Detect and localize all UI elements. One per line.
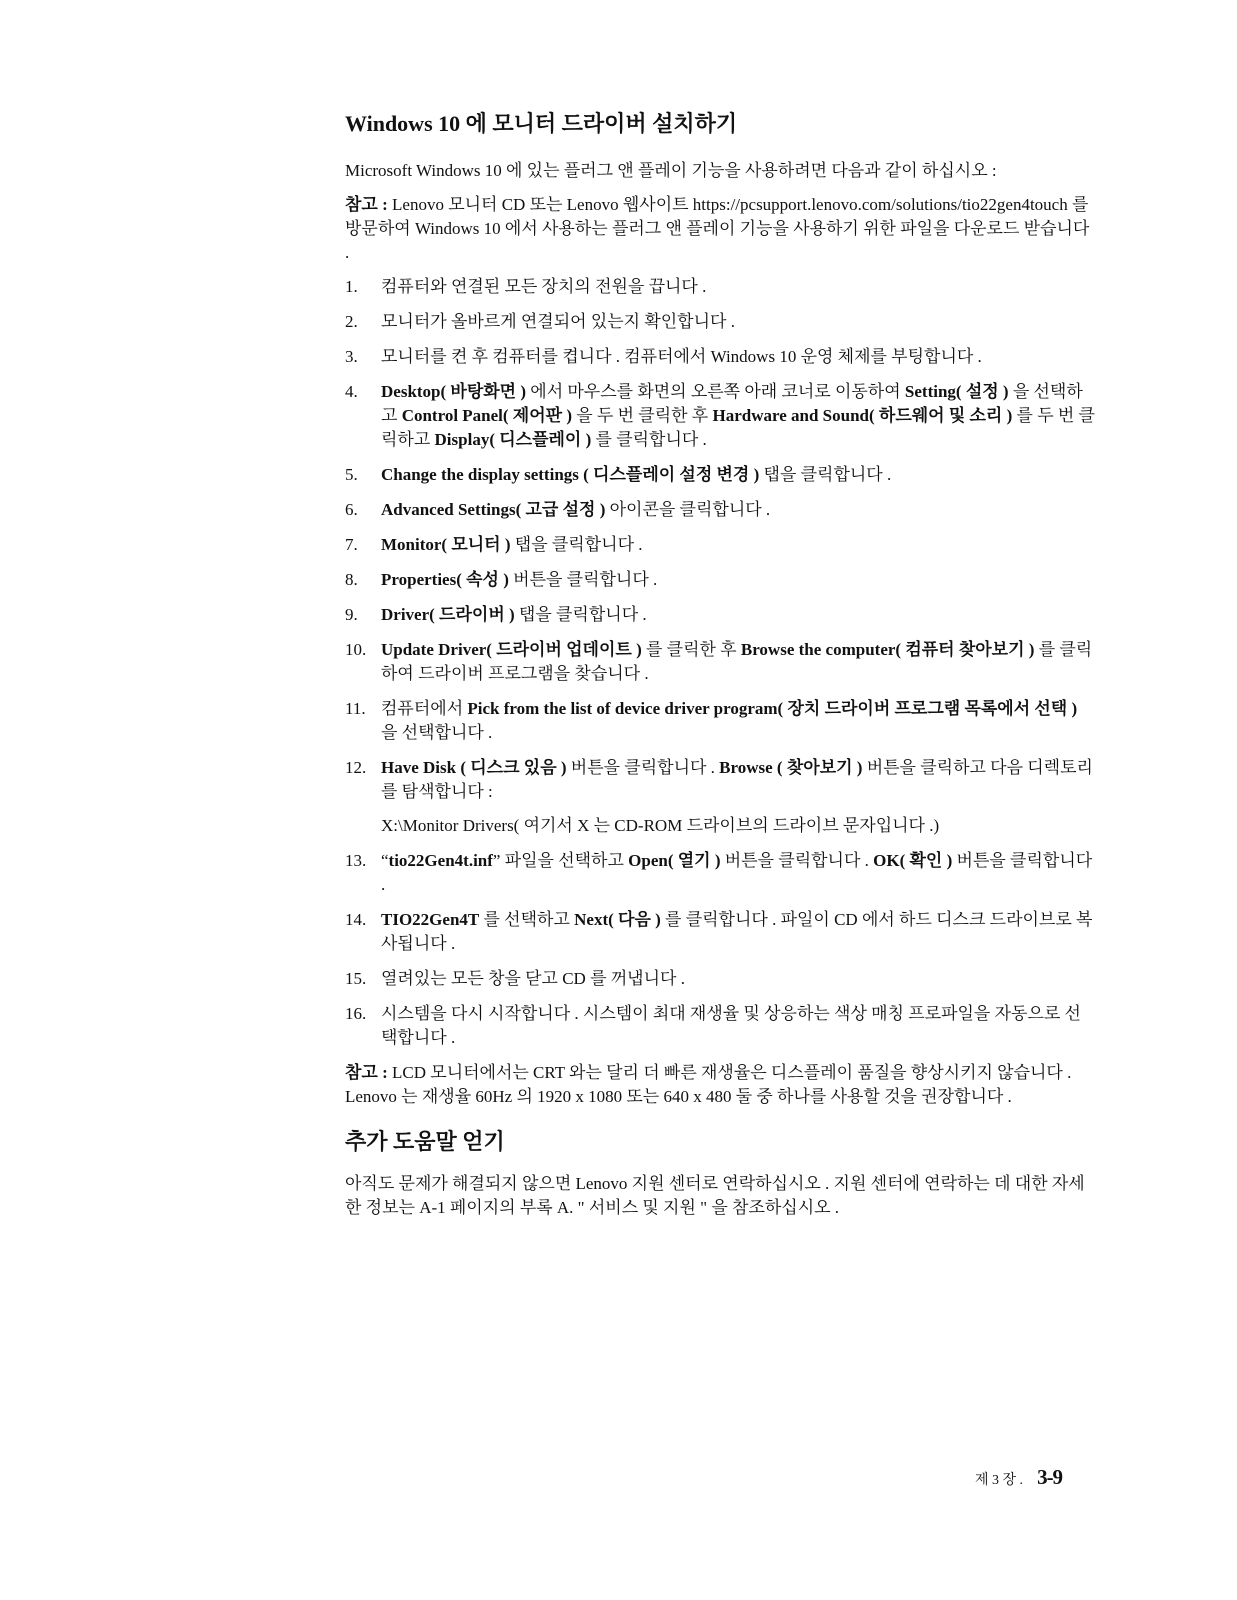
- step-number: 1.: [345, 276, 358, 296]
- page-footer: [975, 1465, 1095, 1490]
- list-item: [345, 1002, 1095, 1050]
- note-label: 참고 :: [345, 1062, 388, 1082]
- step-text: 열려있는 모든 창을 닫고 CD 를 꺼냅니다 .: [381, 968, 685, 988]
- step-text: 탭을 클릭합니다 .: [759, 464, 892, 484]
- step-ui-term: tio22Gen4t.inf: [388, 850, 493, 870]
- step-ui-term: Display( 디스플레이 ): [434, 429, 592, 449]
- list-item: [345, 498, 1095, 522]
- list-item: [345, 908, 1095, 956]
- list-item: [345, 533, 1095, 557]
- step-number: 2.: [345, 311, 358, 331]
- section-heading: Windows 10 에 모니터 드라이버 설치하기: [345, 111, 738, 136]
- step-number: 4.: [345, 381, 358, 401]
- step-ui-term: Driver( 드라이버 ): [381, 604, 515, 624]
- page-number: 3-9: [1037, 1465, 1063, 1489]
- step-text: 를 두 번 클릭하고: [381, 405, 1095, 449]
- list-item: [345, 638, 1095, 686]
- note-text: LCD 모니터에서는 CRT 와는 달리 더 빠른 재생율은 디스플레이 품질을 향상시키지 않습니다 . Lenovo 는 재생율 60Hz 의 1920 x 1080 또는 640 x 480 둘 중 하나를 사용할 것을 권장합니다 .: [345, 1062, 1072, 1106]
- step-text: 버튼을 클릭합니다 .: [508, 569, 658, 589]
- list-item: [345, 756, 1095, 838]
- document-page: [345, 110, 1095, 1230]
- step-number: 7.: [345, 534, 358, 554]
- list-item: [345, 463, 1095, 487]
- step-text: ” 파일을 선택하고: [492, 850, 629, 870]
- step-number: 5.: [345, 464, 358, 484]
- note-paragraph-2: [345, 1061, 1095, 1109]
- step-text: 를 클릭합니다 .: [591, 429, 707, 449]
- list-item: [345, 345, 1095, 369]
- step-text: 모니터를 켠 후 컴퓨터를 켭니다 . 컴퓨터에서 Windows 10 운영 체제를 부팅합니다 .: [381, 346, 982, 366]
- step-path-text: X:\Monitor Drivers( 여기서 X 는 CD-ROM 드라이브의 드라이브 문자입니다 .): [381, 815, 940, 835]
- list-item: [345, 310, 1095, 334]
- list-item: [345, 568, 1095, 592]
- step-ui-term: OK( 확인 ): [873, 850, 953, 870]
- list-item: [345, 380, 1095, 452]
- step-number: 15.: [345, 968, 367, 988]
- step-text: 버튼을 클릭합니다 .: [566, 757, 720, 777]
- step-text: 아이콘을 클릭합니다 .: [605, 499, 771, 519]
- installation-steps-list: [345, 275, 1095, 1050]
- step-ui-term: Next( 다음 ): [574, 909, 661, 929]
- step-number: 16.: [345, 1003, 367, 1023]
- step-number: 12.: [345, 757, 367, 777]
- step-text: 버튼을 클릭합니다 .: [720, 850, 874, 870]
- list-item: [345, 697, 1095, 745]
- step-ui-term: Have Disk ( 디스크 있음 ): [381, 757, 567, 777]
- step-number: 11.: [345, 698, 366, 718]
- step-text: 컴퓨터와 연결된 모든 장치의 전원을 끕니다 .: [381, 276, 707, 296]
- chapter-label: 제 3 장 .: [975, 1473, 1024, 1488]
- step-ui-term: Desktop( 바탕화면 ): [381, 381, 527, 401]
- step-number: 6.: [345, 499, 358, 519]
- step-ui-term: Advanced Settings( 고급 설정 ): [381, 499, 606, 519]
- note-label: 참고 :: [345, 194, 388, 214]
- list-item: [345, 967, 1095, 991]
- step-ui-term: Browse ( 찾아보기 ): [719, 757, 863, 777]
- step-text: 탭을 클릭합니다 .: [510, 534, 643, 554]
- step-ui-term: Hardware and Sound( 하드웨어 및 소리 ): [712, 405, 1013, 425]
- step-number: 9.: [345, 604, 358, 624]
- step-text: 을 두 번 클릭한 후: [572, 405, 713, 425]
- step-ui-term: Browse the computer( 컴퓨터 찾아보기 ): [740, 639, 1035, 659]
- step-text: 에서 마우스를 화면의 오른쪽 아래 코너로 이동하여: [526, 381, 905, 401]
- step-ui-term: Change the display settings ( 디스플레이 설정 변경 ): [381, 464, 760, 484]
- step-text: 을 선택하고: [381, 381, 1083, 425]
- help-paragraph: 아직도 문제가 해결되지 않으면 Lenovo 지원 센터로 연락하십시오 . 지원 센터에 연락하는 데 대한 자세한 정보는 A-1 페이지의 부록 A. " 서비스 및 지원 " 을 참조하십시오 .: [345, 1173, 1085, 1217]
- note-text: Lenovo 모니터 CD 또는 Lenovo 웹사이트 https://pcsupport.lenovo.com/solutions/tio22gen4touch 를 방문하여 Windows 10 에서 사용하는 플러그 앤 플레이 기능을 사용하기 위한 파일을 다운로드 받습니다 .: [345, 194, 1090, 262]
- step-text: 을 선택합니다 .: [381, 722, 493, 742]
- intro-paragraph: Microsoft Windows 10 에 있는 플러그 앤 플레이 기능을 사용하려면 다음과 같이 하십시오 :: [345, 160, 997, 180]
- help-heading: 추가 도움말 얻기: [345, 1128, 505, 1154]
- step-text: 시스템을 다시 시작합니다 . 시스템이 최대 재생율 및 상응하는 색상 매칭 프로파일을 자동으로 선택합니다 .: [381, 1003, 1081, 1047]
- step-ui-term: Open( 열기 ): [628, 850, 721, 870]
- list-item: [345, 849, 1095, 897]
- note-paragraph-1: [345, 193, 1095, 265]
- step-text: 컴퓨터에서: [381, 698, 468, 718]
- step-number: 8.: [345, 569, 358, 589]
- step-number: 3.: [345, 346, 358, 366]
- step-ui-term: Control Panel( 제어판 ): [401, 405, 572, 425]
- step-number: 13.: [345, 850, 367, 870]
- step-text: 를 클릭한 후: [641, 639, 741, 659]
- step-ui-term: Setting( 설정 ): [904, 381, 1009, 401]
- step-number: 10.: [345, 639, 367, 659]
- step-ui-term: TIO22Gen4T: [381, 909, 480, 929]
- list-item: [345, 275, 1095, 299]
- step-text: 를 클릭하여 드라이버 프로그램을 찾습니다 .: [381, 639, 1093, 683]
- step-text: 를 선택하고: [479, 909, 575, 929]
- step-number: 14.: [345, 909, 367, 929]
- list-item: [345, 603, 1095, 627]
- step-ui-term: Update Driver( 드라이버 업데이트 ): [381, 639, 642, 659]
- step-text: 버튼을 클릭합니다 .: [381, 850, 1093, 894]
- step-ui-term: Pick from the list of device driver program( 장치 드라이버 프로그램 목록에서 선택 ): [467, 698, 1078, 718]
- step-text: 버튼을 클릭하고 다음 디렉토리를 탐색합니다 :: [381, 757, 1093, 801]
- step-ui-term: Properties( 속성 ): [381, 569, 509, 589]
- step-text: 모니터가 올바르게 연결되어 있는지 확인합니다 .: [381, 311, 735, 331]
- step-text: 탭을 클릭합니다 .: [514, 604, 647, 624]
- step-text: “: [381, 850, 389, 870]
- step-ui-term: Monitor( 모니터 ): [381, 534, 511, 554]
- step-text: 를 클릭합니다 . 파일이 CD 에서 하드 디스크 드라이브로 복사됩니다 .: [381, 909, 1093, 953]
